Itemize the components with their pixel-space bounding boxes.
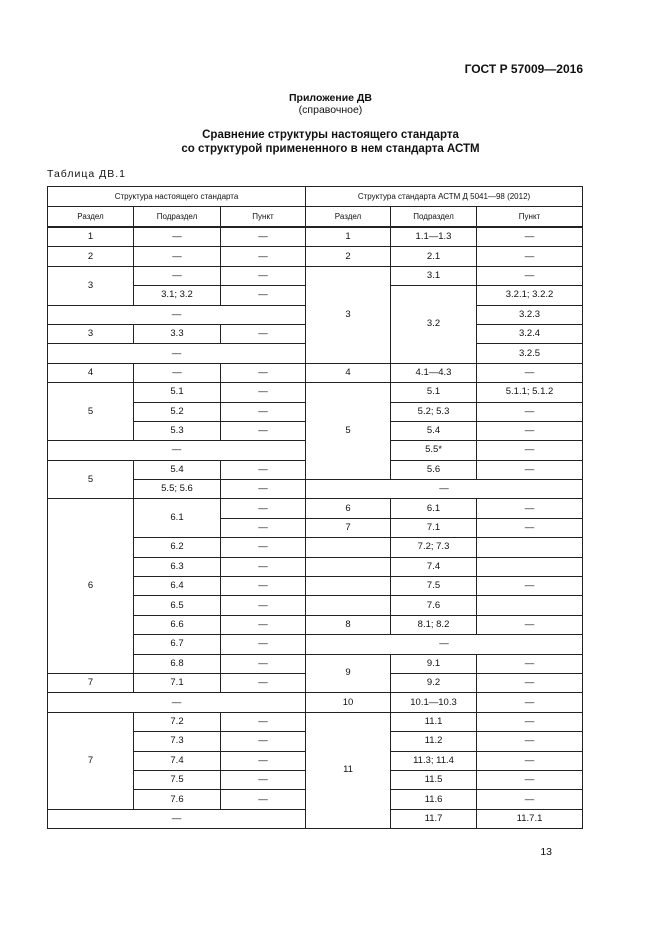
table-cell: 7.1 <box>391 518 477 537</box>
table-cell: 11.5 <box>391 770 477 789</box>
table-cell: 6.3 <box>134 557 221 576</box>
table-cell: 5.2; 5.3 <box>391 402 477 421</box>
table-cell: 3.1; 3.2 <box>134 286 221 305</box>
table-row <box>48 499 583 518</box>
table-cell: — <box>477 577 583 596</box>
table-cell: 5.5* <box>391 441 477 460</box>
table-cell: 7 <box>306 518 391 537</box>
table-caption: Таблица ДВ.1 <box>47 168 126 180</box>
table-cell: 7.2; 7.3 <box>391 538 477 557</box>
table-cell: 7.4 <box>391 557 477 576</box>
structure-comparison-table <box>47 186 583 829</box>
table-cell: — <box>221 518 306 537</box>
table-cell: — <box>134 247 221 266</box>
table-cell: 6.5 <box>134 596 221 615</box>
table-row <box>48 227 583 247</box>
table-cell: — <box>477 751 583 770</box>
table-cell <box>477 557 583 576</box>
table-cell: 11.3; 11.4 <box>391 751 477 770</box>
table-cell: 5.4 <box>134 460 221 479</box>
table-row <box>48 363 583 382</box>
table-cell: — <box>477 790 583 809</box>
table-cell: 10.1—10.3 <box>391 693 477 712</box>
table-cell: 3.3 <box>134 324 221 343</box>
table-cell: 3.2.4 <box>477 324 583 343</box>
table-cell: — <box>221 596 306 615</box>
table-cell: — <box>477 770 583 789</box>
table-cell: 7.6 <box>134 790 221 809</box>
table-cell: 5 <box>48 460 134 499</box>
table-cell: — <box>477 654 583 673</box>
table-cell: — <box>48 344 306 363</box>
page-number: 13 <box>540 846 552 858</box>
table-cell: 5.6 <box>391 460 477 479</box>
table-cell: — <box>221 363 306 382</box>
table-cell: — <box>221 790 306 809</box>
table-cell: — <box>306 480 583 499</box>
table-cell: 2.1 <box>391 247 477 266</box>
appendix-subtitle: (справочное) <box>298 104 363 116</box>
table-cell: — <box>134 266 221 285</box>
column-header: Подраздел <box>391 207 477 228</box>
table-cell: 5.5; 5.6 <box>134 480 221 499</box>
table-cell <box>306 596 391 615</box>
table-cell: — <box>221 615 306 634</box>
table-cell <box>477 596 583 615</box>
table-cell: 7.5 <box>134 770 221 789</box>
column-header: Раздел <box>48 207 134 228</box>
table-cell: — <box>221 266 306 285</box>
table-cell: — <box>477 266 583 285</box>
table-cell: 6.8 <box>134 654 221 673</box>
table-cell: 1 <box>306 227 391 247</box>
table-cell: — <box>48 693 306 712</box>
table-cell <box>477 538 583 557</box>
table-row <box>48 693 583 712</box>
table-cell: — <box>477 712 583 731</box>
table-cell: 11.1 <box>391 712 477 731</box>
table-cell: 2 <box>48 247 134 266</box>
table-cell: — <box>221 402 306 421</box>
table-cell: — <box>221 227 306 247</box>
table-cell: 7 <box>48 712 134 809</box>
table-cell: — <box>477 402 583 421</box>
table-cell: 6 <box>306 499 391 518</box>
table-cell: 11.7.1 <box>477 809 583 828</box>
column-header: Раздел <box>306 207 391 228</box>
table-cell: 3.2.5 <box>477 344 583 363</box>
table-cell: — <box>477 421 583 440</box>
table-cell <box>306 557 391 576</box>
table-cell: 5.1 <box>391 383 477 402</box>
table-cell: 10 <box>306 693 391 712</box>
table-cell: — <box>306 635 583 654</box>
table-cell: 5.3 <box>134 421 221 440</box>
table-cell <box>306 538 391 557</box>
table-cell: 2 <box>306 247 391 266</box>
table-cell: — <box>134 227 221 247</box>
table-cell: 11.6 <box>391 790 477 809</box>
table-cell: 6.4 <box>134 577 221 596</box>
table-cell: — <box>221 383 306 402</box>
table-cell: 6.1 <box>391 499 477 518</box>
table-cell: 3 <box>48 266 134 305</box>
table-row <box>48 247 583 266</box>
table-cell: — <box>221 480 306 499</box>
standard-code: ГОСТ Р 57009—2016 <box>464 62 583 76</box>
table-cell: 7.6 <box>391 596 477 615</box>
table-cell: 5 <box>48 383 134 441</box>
table-cell: — <box>48 809 306 828</box>
table-cell: — <box>221 577 306 596</box>
table-cell: — <box>221 324 306 343</box>
table-cell: 3 <box>48 324 134 343</box>
table-cell: 9.1 <box>391 654 477 673</box>
table-cell: — <box>477 518 583 537</box>
table-cell: — <box>477 499 583 518</box>
table-cell: — <box>221 538 306 557</box>
table-cell: 6.1 <box>134 499 221 538</box>
table-cell: 7 <box>48 673 134 692</box>
table-cell: 7.2 <box>134 712 221 731</box>
table-cell: — <box>477 227 583 247</box>
table-cell: 11.7 <box>391 809 477 828</box>
table-cell: — <box>477 615 583 634</box>
table-cell: 5 <box>306 383 391 480</box>
column-header: Пункт <box>221 207 306 228</box>
table-cell: 3 <box>306 266 391 363</box>
table-cell: 8.1; 8.2 <box>391 615 477 634</box>
table-cell: 3.2 <box>391 286 477 364</box>
table-cell: — <box>221 499 306 518</box>
table-cell: 4 <box>306 363 391 382</box>
table-cell: 4.1—4.3 <box>391 363 477 382</box>
table-cell: — <box>477 693 583 712</box>
table-cell: — <box>477 363 583 382</box>
table-row <box>48 383 583 402</box>
table-cell: — <box>477 247 583 266</box>
table-cell: — <box>221 635 306 654</box>
table-cell: 7.3 <box>134 732 221 751</box>
table-cell: 3.2.3 <box>477 305 583 324</box>
table-cell: — <box>221 421 306 440</box>
table-cell: — <box>221 286 306 305</box>
table-cell: — <box>477 732 583 751</box>
table-cell: — <box>221 751 306 770</box>
table-cell: 3.1 <box>391 266 477 285</box>
table-cell: — <box>221 770 306 789</box>
group-header-this-standard: Структура настоящего стандарта <box>48 187 306 207</box>
table-column-header-row <box>48 207 583 228</box>
table-cell: 6.7 <box>134 635 221 654</box>
table-cell: 1 <box>48 227 134 247</box>
table-cell: — <box>134 363 221 382</box>
table-cell: — <box>221 247 306 266</box>
appendix-title: Приложение ДВ <box>289 92 372 104</box>
table-cell: 9 <box>306 654 391 693</box>
table-group-header-row <box>48 187 583 207</box>
table-cell: — <box>477 460 583 479</box>
table-cell: — <box>221 557 306 576</box>
table-cell: 7.5 <box>391 577 477 596</box>
table-cell: — <box>221 732 306 751</box>
table-cell: 4 <box>48 363 134 382</box>
table-cell: 1.1—1.3 <box>391 227 477 247</box>
table-cell <box>306 577 391 596</box>
table-cell: 6.6 <box>134 615 221 634</box>
table-row <box>48 712 583 731</box>
table-cell: 7.4 <box>134 751 221 770</box>
table-cell: 5.2 <box>134 402 221 421</box>
appendix-heading-line1: Сравнение структуры настоящего стандарта <box>202 129 459 141</box>
table-cell: 3.2.1; 3.2.2 <box>477 286 583 305</box>
table-cell: — <box>477 441 583 460</box>
table-cell: — <box>221 712 306 731</box>
table-cell: — <box>221 673 306 692</box>
table-cell: — <box>477 673 583 692</box>
group-header-astm-standard: Структура стандарта АСТМ Д 5041—98 (2012) <box>306 187 583 207</box>
table-cell: 5.1.1; 5.1.2 <box>477 383 583 402</box>
table-cell: 9.2 <box>391 673 477 692</box>
appendix-heading-line2: со структурой примененного в нем стандарта АСТМ <box>181 143 480 155</box>
table-cell: 8 <box>306 615 391 634</box>
table-cell: 11 <box>306 712 391 828</box>
table-cell: — <box>48 305 306 324</box>
table-cell: — <box>221 460 306 479</box>
column-header: Пункт <box>477 207 583 228</box>
table-row <box>48 266 583 285</box>
column-header: Подраздел <box>134 207 221 228</box>
table-cell: 5.4 <box>391 421 477 440</box>
table-cell: 5.1 <box>134 383 221 402</box>
table-cell: 6 <box>48 499 134 674</box>
table-cell: — <box>48 441 306 460</box>
table-cell: — <box>221 654 306 673</box>
table-cell: 7.1 <box>134 673 221 692</box>
table-cell: 6.2 <box>134 538 221 557</box>
table-cell: 11.2 <box>391 732 477 751</box>
